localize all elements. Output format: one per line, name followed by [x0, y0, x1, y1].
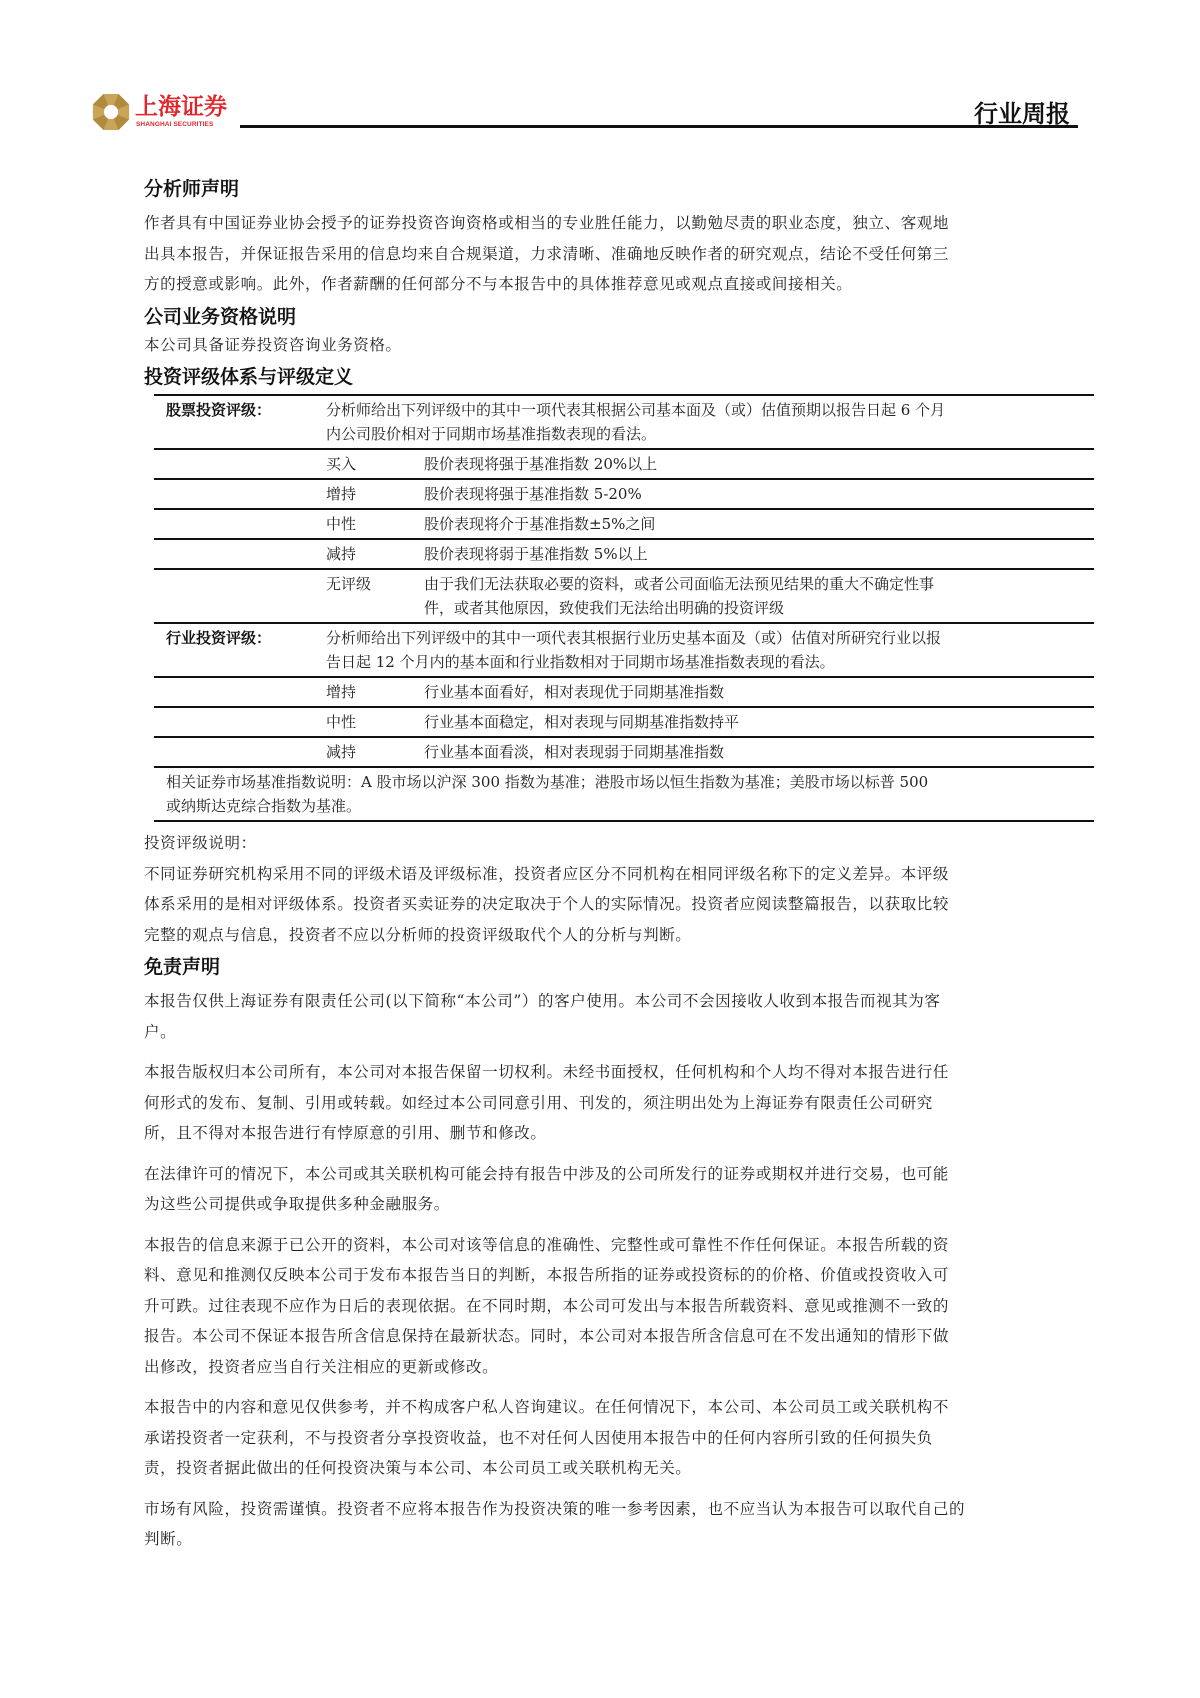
- grade-description: 行业基本面看好，相对表现优于同期基准指数: [424, 677, 1094, 707]
- definition-line: 分析师给出下列评级中的其中一项代表其根据公司基本面及（或）估值预期以报告日起 6 个月: [326, 401, 946, 419]
- grade-description: 股价表现将强于基准指数 20%以上: [424, 449, 1094, 479]
- table-row: [154, 509, 1094, 539]
- grade-label: 减持: [326, 539, 424, 569]
- table-row: [154, 707, 1094, 737]
- disclaimer-line: 何形式的发布、复制、引用或转载。如经过本公司同意引用、刊发的，须注明出处为上海证券有限责任公司研究: [144, 1093, 933, 1112]
- company-logo-icon: [92, 93, 130, 131]
- brand-name-en: SHANGHAI SECURITIES: [136, 121, 214, 128]
- industry-rating-row: [154, 623, 1094, 677]
- disclaimer-paragraph: [144, 1159, 1089, 1220]
- disclaimer-paragraph: [144, 1230, 1089, 1383]
- grade-description: 股价表现将介于基准指数±5%之间: [424, 509, 1094, 539]
- disclaimer-paragraph: [144, 1392, 1089, 1484]
- disclaimer-line: 所，且不得对本报告进行有悖原意的引用、删节和修改。: [144, 1124, 547, 1142]
- disclaimer-title: 免责声明: [144, 956, 221, 978]
- stock-rating-definition: [326, 395, 1094, 449]
- table-row: [154, 569, 1094, 623]
- table-row: [154, 479, 1094, 509]
- grade-label: 中性: [326, 707, 424, 737]
- rating-explanation-line: 体系采用的是相对评级体系。投资者买卖证券的决定取决于个人的实际情况。投资者应阅读整篇报告，以获取比较: [144, 895, 950, 913]
- grade-label: 中性: [326, 509, 424, 539]
- grade-label: 无评级: [326, 569, 424, 623]
- definition-line: 分析师给出下列评级中的其中一项代表其根据行业历史基本面及（或）估值对所研究行业以报: [326, 629, 942, 647]
- rating-system-title: 投资评级体系与评级定义: [144, 366, 354, 388]
- grade-label: 增持: [326, 479, 424, 509]
- rating-explanation-line: 完整的观点与信息，投资者不应以分析师的投资评级取代个人的分析与判断。: [144, 925, 692, 944]
- stock-rating-label: 股票投资评级：: [154, 395, 326, 449]
- description-line: 件，或者其他原因，致使我们无法给出明确的投资评级: [424, 599, 785, 617]
- table-row: [154, 737, 1094, 767]
- disclaimer-line: 升可跌。过往表现不应作为日后的表现依据。在不同时期，本公司可发出与本报告所载资料、意见或推测不一致的: [144, 1296, 950, 1315]
- grade-label: 增持: [326, 677, 424, 707]
- disclaimer-line: 本报告仅供上海证券有限责任公司(以下简称“本公司”）的客户使用。本公司不会因接收人收到本报告而视其为客: [144, 992, 941, 1010]
- disclaimer-paragraph: [144, 1494, 1089, 1555]
- disclaimer-line: 本报告中的内容和意见仅供参考，并不构成客户私人咨询建议。在任何情况下，本公司、本公司员工或关联机构不: [144, 1398, 950, 1416]
- benchmark-note-row: [154, 767, 1094, 821]
- disclaimer-line: 为这些公司提供或争取提供多种金融服务。: [144, 1195, 450, 1213]
- industry-rating-definition: [326, 623, 1094, 677]
- disclaimer-line: 在法律许可的情况下，本公司或其关联机构可能会持有报告中涉及的公司所发行的证券或期权并进行交易，也可能: [144, 1164, 950, 1183]
- rating-definition-table: [154, 394, 1094, 822]
- industry-rating-label: 行业投资评级：: [154, 623, 326, 677]
- grade-description: 行业基本面稳定，相对表现与同期基准指数持平: [424, 707, 1094, 737]
- disclaimer-line: 本报告的信息来源于已公开的资料，本公司对该等信息的准确性、完整性或可靠性不作任何保证。本报告所载的资: [144, 1235, 950, 1254]
- table-row: [154, 539, 1094, 569]
- report-type-title: 行业周报: [974, 100, 1070, 128]
- brand-name-cn: 上海证券: [135, 94, 227, 120]
- grade-description: 行业基本面看淡，相对表现弱于同期基准指数: [424, 737, 1094, 767]
- grade-description: 股价表现将弱于基准指数 5%以上: [424, 539, 1094, 569]
- analyst-statement-line: 出具本报告，并保证报告采用的信息均来自合规渠道，力求清晰、准确地反映作者的研究观点，结论不受任何第三: [144, 244, 950, 263]
- disclaimer-line: 报告。本公司不保证本报告所含信息保持在最新状态。同时，本公司对本报告所含信息可在不发出通知的情形下做: [144, 1327, 950, 1345]
- page-header: [0, 0, 1200, 140]
- disclaimer-line: 承诺投资者一定获利，不与投资者分享投资收益，也不对任何人因使用本报告中的任何内容所引致的任何损失负: [144, 1428, 933, 1447]
- header-divider: [240, 125, 1078, 128]
- analyst-statement-line: 方的授意或影响。此外，作者薪酬的任何部分不与本报告中的具体推荐意见或观点直接或间接相关。: [144, 275, 853, 293]
- analyst-statement-title: 分析师声明: [144, 178, 240, 200]
- business-qualification-text: 本公司具备证券投资咨询业务资格。: [144, 335, 402, 354]
- rating-explanation-line: 不同证券研究机构采用不同的评级术语及评级标准，投资者应区分不同机构在相同评级名称下的定义差异。本评级: [144, 864, 950, 883]
- table-row: [154, 449, 1094, 479]
- disclaimer-paragraph: [144, 1057, 1089, 1149]
- disclaimer-line: 判断。: [144, 1530, 193, 1548]
- page-content: [144, 176, 1089, 1555]
- note-line: 或纳斯达克综合指数为基准。: [166, 797, 362, 815]
- disclaimer-line: 出修改，投资者应当自行关注相应的更新或修改。: [144, 1357, 499, 1376]
- analyst-statement-line: 作者具有中国证券业协会授予的证券投资咨询资格或相当的专业胜任能力，以勤勉尽责的职业态度，独立、客观地: [144, 214, 950, 232]
- grade-label: 买入: [326, 449, 424, 479]
- note-line: 相关证券市场基准指数说明：A 股市场以沪深 300 指数为基准；港股市场以恒生指数为基准；美股市场以标普 500: [166, 773, 929, 791]
- table-row: [154, 677, 1094, 707]
- disclaimer-line: 责，投资者据此做出的任何投资决策与本公司、本公司员工或关联机构无关。: [144, 1459, 692, 1477]
- definition-line: 内公司股价相对于同期市场基准指数表现的看法。: [326, 425, 657, 443]
- definition-line: 告日起 12 个月内的基本面和行业指数相对于同期市场基准指数表现的看法。: [326, 653, 835, 671]
- grade-description: [424, 569, 1094, 623]
- stock-rating-row: [154, 395, 1094, 449]
- business-qualification-title: 公司业务资格说明: [144, 305, 297, 328]
- disclaimer-line: 本报告版权归本公司所有，本公司对本报告保留一切权利。未经书面授权，任何机构和个人均不得对本报告进行任: [144, 1063, 950, 1081]
- benchmark-note: [154, 767, 1094, 821]
- disclaimer-line: 户。: [144, 1022, 177, 1041]
- disclaimer-line: 市场有风险，投资需谨慎。投资者不应将本报告作为投资决策的唯一参考因素，也不应当认为本报告可以取代自己的: [144, 1499, 966, 1518]
- grade-description: 股价表现将强于基准指数 5-20%: [424, 479, 1094, 509]
- description-line: 由于我们无法获取必要的资料，或者公司面临无法预见结果的重大不确定性事: [424, 575, 935, 593]
- disclaimer-line: 料、意见和推测仅反映本公司于发布本报告当日的判断，本报告所指的证券或投资标的的价格、价值或投资收入可: [144, 1266, 950, 1284]
- disclaimer-paragraph: [144, 986, 1089, 1047]
- grade-label: 减持: [326, 737, 424, 767]
- rating-explanation-title: 投资评级说明：: [144, 834, 257, 852]
